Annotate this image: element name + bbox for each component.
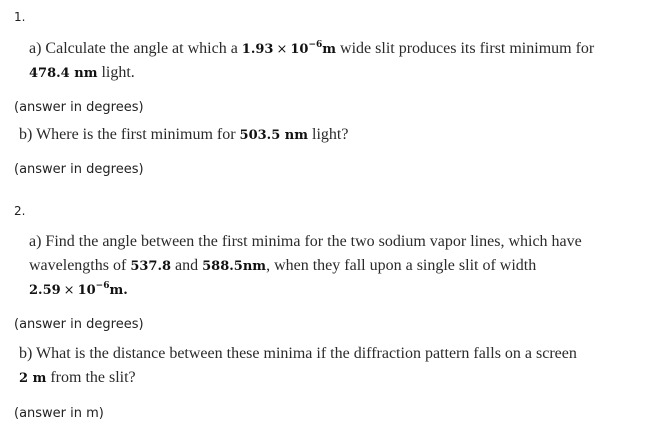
q1a-wavelength: 478.4 nm [29,66,98,81]
q2a-slit-width: $2.59 \times 10^{-6}m$. [29,281,128,298]
question-1b-answer-hint: (answer in degrees) [14,162,144,177]
q1a-suffix: wide slit produces its first minimum for [340,40,595,57]
question-2a-text-line-2 [29,257,536,275]
q2a-and: and [175,257,199,274]
q1b-wavelength: 503.5 nm [239,128,309,143]
q1a-slit-width: $1.93 \times 10^{-6}m$ [241,40,337,57]
question-2a-text-line-1: a) Find the angle between the first minima for the two sodium vapor lines, which have [29,233,582,250]
q2b-line2-suffix: from the slit? [50,369,136,386]
question-2-number: 2. [14,204,26,218]
question-1-number: 1. [14,10,26,24]
q2a-line2-suffix: , when they fall upon a single slit of width [266,257,537,274]
question-2a-answer-hint: (answer in degrees) [14,317,144,332]
question-1a-text-line-2 [29,64,135,82]
question-1a-answer-hint: (answer in degrees) [14,100,144,115]
q2a-wavelength-1: 537.8 [130,259,172,274]
question-2a-text-line-3 [29,281,128,299]
q1a-end: light. [101,64,135,81]
q1b-end: light? [312,126,349,143]
question-2b-text-line-2 [19,369,136,387]
question-1a-text-line-1 [29,40,594,58]
q1a-prefix: a) Calculate the angle at which a [29,40,238,57]
q1b-prefix: b) Where is the first minimum for [19,126,236,143]
question-1b-text [19,126,348,144]
q2b-distance: 2 m [19,371,47,386]
question-2b-answer-hint: (answer in m) [14,406,104,421]
q2a-line2-prefix: wavelengths of [29,257,127,274]
q2a-wavelength-2: 588.5nm [202,259,267,274]
question-2b-text-line-1: b) What is the distance between these minima if the diffraction pattern falls on a screen [19,345,577,362]
